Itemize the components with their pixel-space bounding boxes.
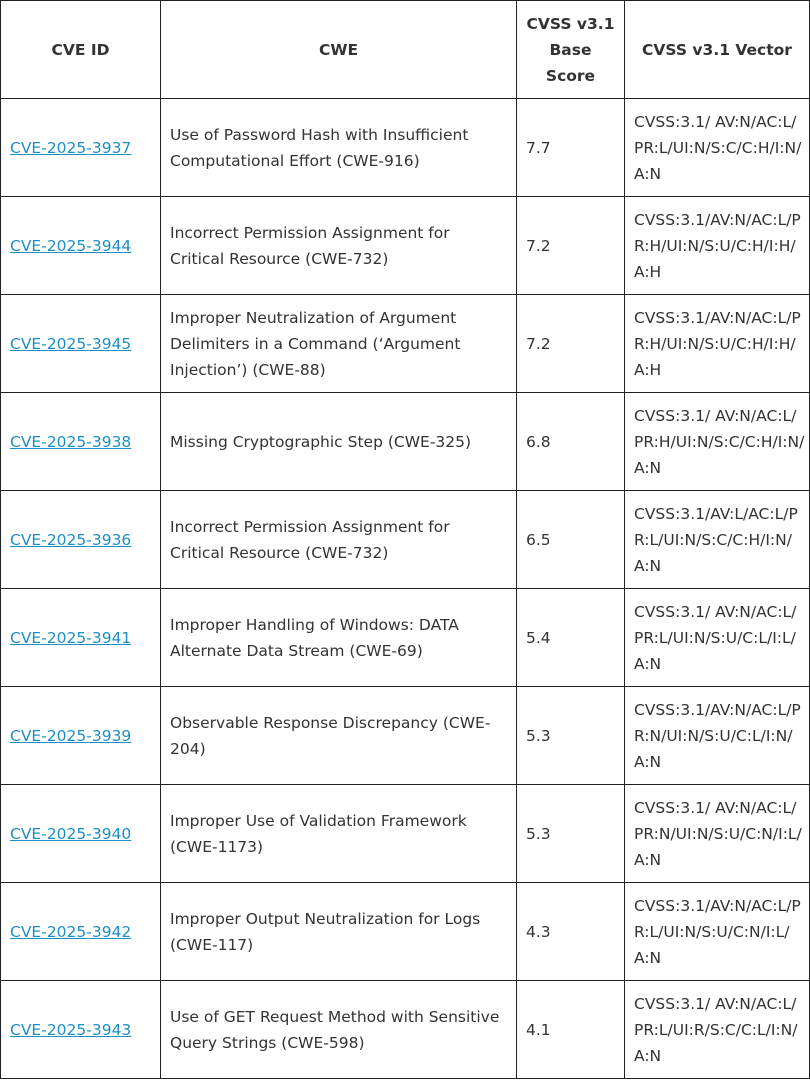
cell-cve-id	[1, 785, 161, 883]
cell-vector: CVSS:3.1/AV:N/AC:L/PR:L/UI:N/S:U/C:N/I:L/A:N	[625, 883, 810, 981]
cell-cve-id	[1, 393, 161, 491]
cell-vector: CVSS:3.1/ AV:N/AC:L/PR:L/UI:N/S:C/C:H/I:N/A:N	[625, 99, 810, 197]
cell-score: 7.2	[517, 197, 625, 295]
cve-link[interactable]: CVE-2025-3945	[10, 334, 132, 353]
cell-vector: CVSS:3.1/AV:L/AC:L/PR:L/UI:N/S:C/C:H/I:N/A:N	[625, 491, 810, 589]
table-row	[1, 785, 810, 883]
header-base-score: CVSS v3.1 Base Score	[517, 1, 625, 99]
cve-link[interactable]: CVE-2025-3938	[10, 432, 132, 451]
cell-cwe: Use of GET Request Method with Sensitive Query Strings (CWE-598)	[161, 981, 517, 1079]
cell-vector: CVSS:3.1/AV:N/AC:L/PR:H/UI:N/S:U/C:H/I:H/A:H	[625, 295, 810, 393]
cell-score: 7.2	[517, 295, 625, 393]
table-body	[1, 99, 810, 1079]
cell-cwe: Missing Cryptographic Step (CWE-325)	[161, 393, 517, 491]
cell-score: 4.1	[517, 981, 625, 1079]
cell-vector: CVSS:3.1/AV:N/AC:L/PR:H/UI:N/S:U/C:H/I:H/A:H	[625, 197, 810, 295]
cve-link[interactable]: CVE-2025-3936	[10, 530, 132, 549]
table-row	[1, 197, 810, 295]
cell-cve-id	[1, 687, 161, 785]
table-row	[1, 295, 810, 393]
cell-score: 6.5	[517, 491, 625, 589]
header-vector: CVSS v3.1 Vector	[625, 1, 810, 99]
cell-score: 7.7	[517, 99, 625, 197]
table-header	[1, 1, 810, 99]
cve-link[interactable]: CVE-2025-3941	[10, 628, 132, 647]
cell-vector: CVSS:3.1/ AV:N/AC:L/PR:H/UI:N/S:C/C:H/I:N/A:N	[625, 393, 810, 491]
table-row	[1, 393, 810, 491]
cell-cve-id	[1, 99, 161, 197]
cve-link[interactable]: CVE-2025-3942	[10, 922, 132, 941]
cell-score: 5.3	[517, 687, 625, 785]
cell-cve-id	[1, 883, 161, 981]
cell-vector: CVSS:3.1/ AV:N/AC:L/PR:N/UI:N/S:U/C:N/I:L/A:N	[625, 785, 810, 883]
table-row	[1, 883, 810, 981]
cell-cve-id	[1, 491, 161, 589]
table-row	[1, 687, 810, 785]
cell-vector: CVSS:3.1/AV:N/AC:L/PR:N/UI:N/S:U/C:L/I:N/A:N	[625, 687, 810, 785]
cve-link[interactable]: CVE-2025-3939	[10, 726, 132, 745]
cell-score: 6.8	[517, 393, 625, 491]
cell-cwe: Improper Neutralization of Argument Delimiters in a Command (‘Argument Injection’) (CWE-88)	[161, 295, 517, 393]
cell-vector: CVSS:3.1/ AV:N/AC:L/PR:L/UI:R/S:C/C:L/I:N/A:N	[625, 981, 810, 1079]
cell-cwe: Incorrect Permission Assignment for Critical Resource (CWE-732)	[161, 197, 517, 295]
header-row	[1, 1, 810, 99]
cve-link[interactable]: CVE-2025-3944	[10, 236, 132, 255]
cell-cwe: Improper Handling of Windows: DATA Alternate Data Stream (CWE-69)	[161, 589, 517, 687]
table-row	[1, 589, 810, 687]
cell-cwe: Use of Password Hash with Insufficient Computational Effort (CWE-916)	[161, 99, 517, 197]
cell-cve-id	[1, 981, 161, 1079]
table-row	[1, 99, 810, 197]
cell-cve-id	[1, 589, 161, 687]
cve-link[interactable]: CVE-2025-3937	[10, 138, 132, 157]
cell-cwe: Observable Response Discrepancy (CWE-204)	[161, 687, 517, 785]
cell-cwe: Improper Output Neutralization for Logs (CWE-117)	[161, 883, 517, 981]
cell-cwe: Incorrect Permission Assignment for Critical Resource (CWE-732)	[161, 491, 517, 589]
table-row	[1, 981, 810, 1079]
cve-link[interactable]: CVE-2025-3940	[10, 824, 132, 843]
cell-cve-id	[1, 197, 161, 295]
cell-vector: CVSS:3.1/ AV:N/AC:L/PR:L/UI:N/S:U/C:L/I:L/A:N	[625, 589, 810, 687]
header-cwe: CWE	[161, 1, 517, 99]
cell-cwe: Improper Use of Validation Framework (CWE-1173)	[161, 785, 517, 883]
cell-score: 5.4	[517, 589, 625, 687]
cell-score: 5.3	[517, 785, 625, 883]
cve-link[interactable]: CVE-2025-3943	[10, 1020, 132, 1039]
cell-score: 4.3	[517, 883, 625, 981]
table-row	[1, 491, 810, 589]
cell-cve-id	[1, 295, 161, 393]
header-cve-id: CVE ID	[1, 1, 161, 99]
